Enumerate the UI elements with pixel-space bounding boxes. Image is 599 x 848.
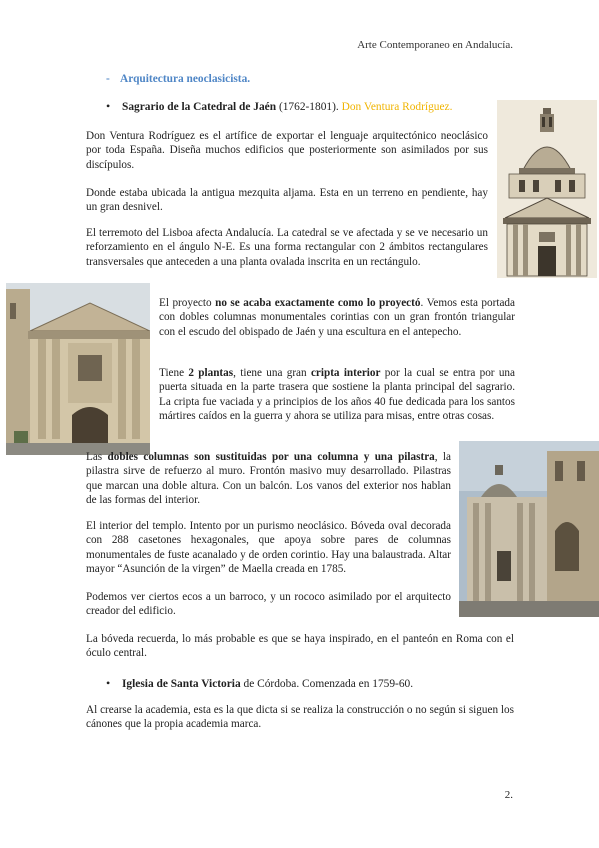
sagrario-elevation-drawing — [497, 100, 597, 278]
bullet-sagrario — [106, 99, 452, 114]
paragraph-6 — [86, 450, 451, 508]
bullet-sagrario-dates: (1762-1801). — [278, 101, 339, 113]
paragraph-5-c: , tiene una gran — [233, 367, 311, 379]
section-dash: - — [106, 73, 110, 85]
paragraph-2: Donde estaba ubicada la antigua mezquita aljama. Esta en un terreno en pendiente, hay un gran desnivel. — [86, 187, 488, 214]
bullet-sagrario-name: Sagrario de la Catedral de Jaén — [122, 101, 277, 113]
bullet-santa-victoria — [106, 676, 413, 691]
bullet-dot-icon: • — [106, 676, 111, 690]
paragraph-5-bold-2: cripta interior — [310, 367, 381, 379]
bullet-santa-victoria-name: Iglesia de Santa Victoria — [122, 678, 241, 690]
paragraph-6-c: , la pilastra sirve de refuerzo al muro. Frontón masivo muy desarrollado. Pilastras que marcan una doble altura. Con un balcón. Los vanos del exterior nos hablan de las formas del interior. — [86, 451, 452, 507]
bullet-santa-victoria-rest: de Córdoba. Comenzada en 1759-60. — [243, 678, 414, 690]
page-number: 2. — [504, 789, 513, 801]
paragraph-6-bold: dobles columnas son sustituidas por una columna y una pilastra — [107, 451, 435, 463]
paragraph-4-bold: no se acaba exactamente como lo proyectó — [215, 297, 421, 309]
paragraph-4-a: El proyecto — [159, 297, 216, 309]
bullet-dot-icon: • — [106, 99, 111, 113]
paragraph-3: El terremoto del Lisboa afecta Andalucía. La catedral se ve afectada y se ve necesario un reforzamiento en el ángulo N-E. Es una forma rectangular con 2 ámbitos rectangulares transversales que anteceden a una planta ovalada inscrita en un rectángulo. — [86, 227, 488, 268]
section-title-text: Arquitectura neoclasicista. — [120, 73, 251, 85]
paragraph-5-e: por la cual se entra por una puerta situada en la parte trasera que sostiene la planta principal del sagrario. La cripta fue vaciada y a principios de los años 40 fue dedicada para los santos mártires caídos en la guerra y ahora se utiliza para misas, entre otras cosas. — [159, 367, 515, 423]
paragraph-4 — [159, 296, 515, 339]
sagrario-side-photo — [459, 441, 599, 617]
bullet-sagrario-architect: Don Ventura Rodríguez. — [341, 101, 453, 113]
paragraph-8: Podemos ver ciertos ecos a un barroco, y un rococo asimilado por el arquitecto creador del edificio. — [86, 591, 451, 618]
paragraph-7: El interior del templo. Intento por un purismo neoclásico. Bóveda oval decorada con 288 casetones hexagonales, que apoya sobre pares de columnas monumentales de fuste acanalado y de orden corintio. Hay una balaustrada. Altar mayor “Asunción de la virgen” de Maella creada en 1785. — [86, 520, 451, 576]
paragraph-5-bold-1: 2 plantas — [188, 367, 234, 379]
paragraph-5 — [159, 366, 515, 424]
paragraph-10: Al crearse la academia, esta es la que dicta si se realiza la construcción o no según si siguen los cánones que la propia academia marca. — [86, 704, 514, 731]
paragraph-1: Don Ventura Rodríguez es el artífice de exportar el lenguaje arquitectónico neoclásico por toda España. Diseña muchos edificios que posteriormente son asimilados por sus discípulos. — [86, 130, 488, 171]
paragraph-4-c: . Vemos esta portada con dobles columnas monumentales corintias con un gran frontón triangular con el escudo del obispado de Jaén y una escultura en el antepecho. — [159, 297, 515, 338]
page-header: Arte Contemporaneo en Andalucía. — [357, 39, 513, 51]
section-title — [106, 72, 250, 86]
sagrario-facade-photo — [6, 283, 150, 455]
paragraph-6-a: Las — [86, 451, 108, 463]
paragraph-9: La bóveda recuerda, lo más probable es que se haya inspirado, en el panteón en Roma con el óculo central. — [86, 633, 514, 660]
paragraph-5-a: Tiene — [159, 367, 189, 379]
